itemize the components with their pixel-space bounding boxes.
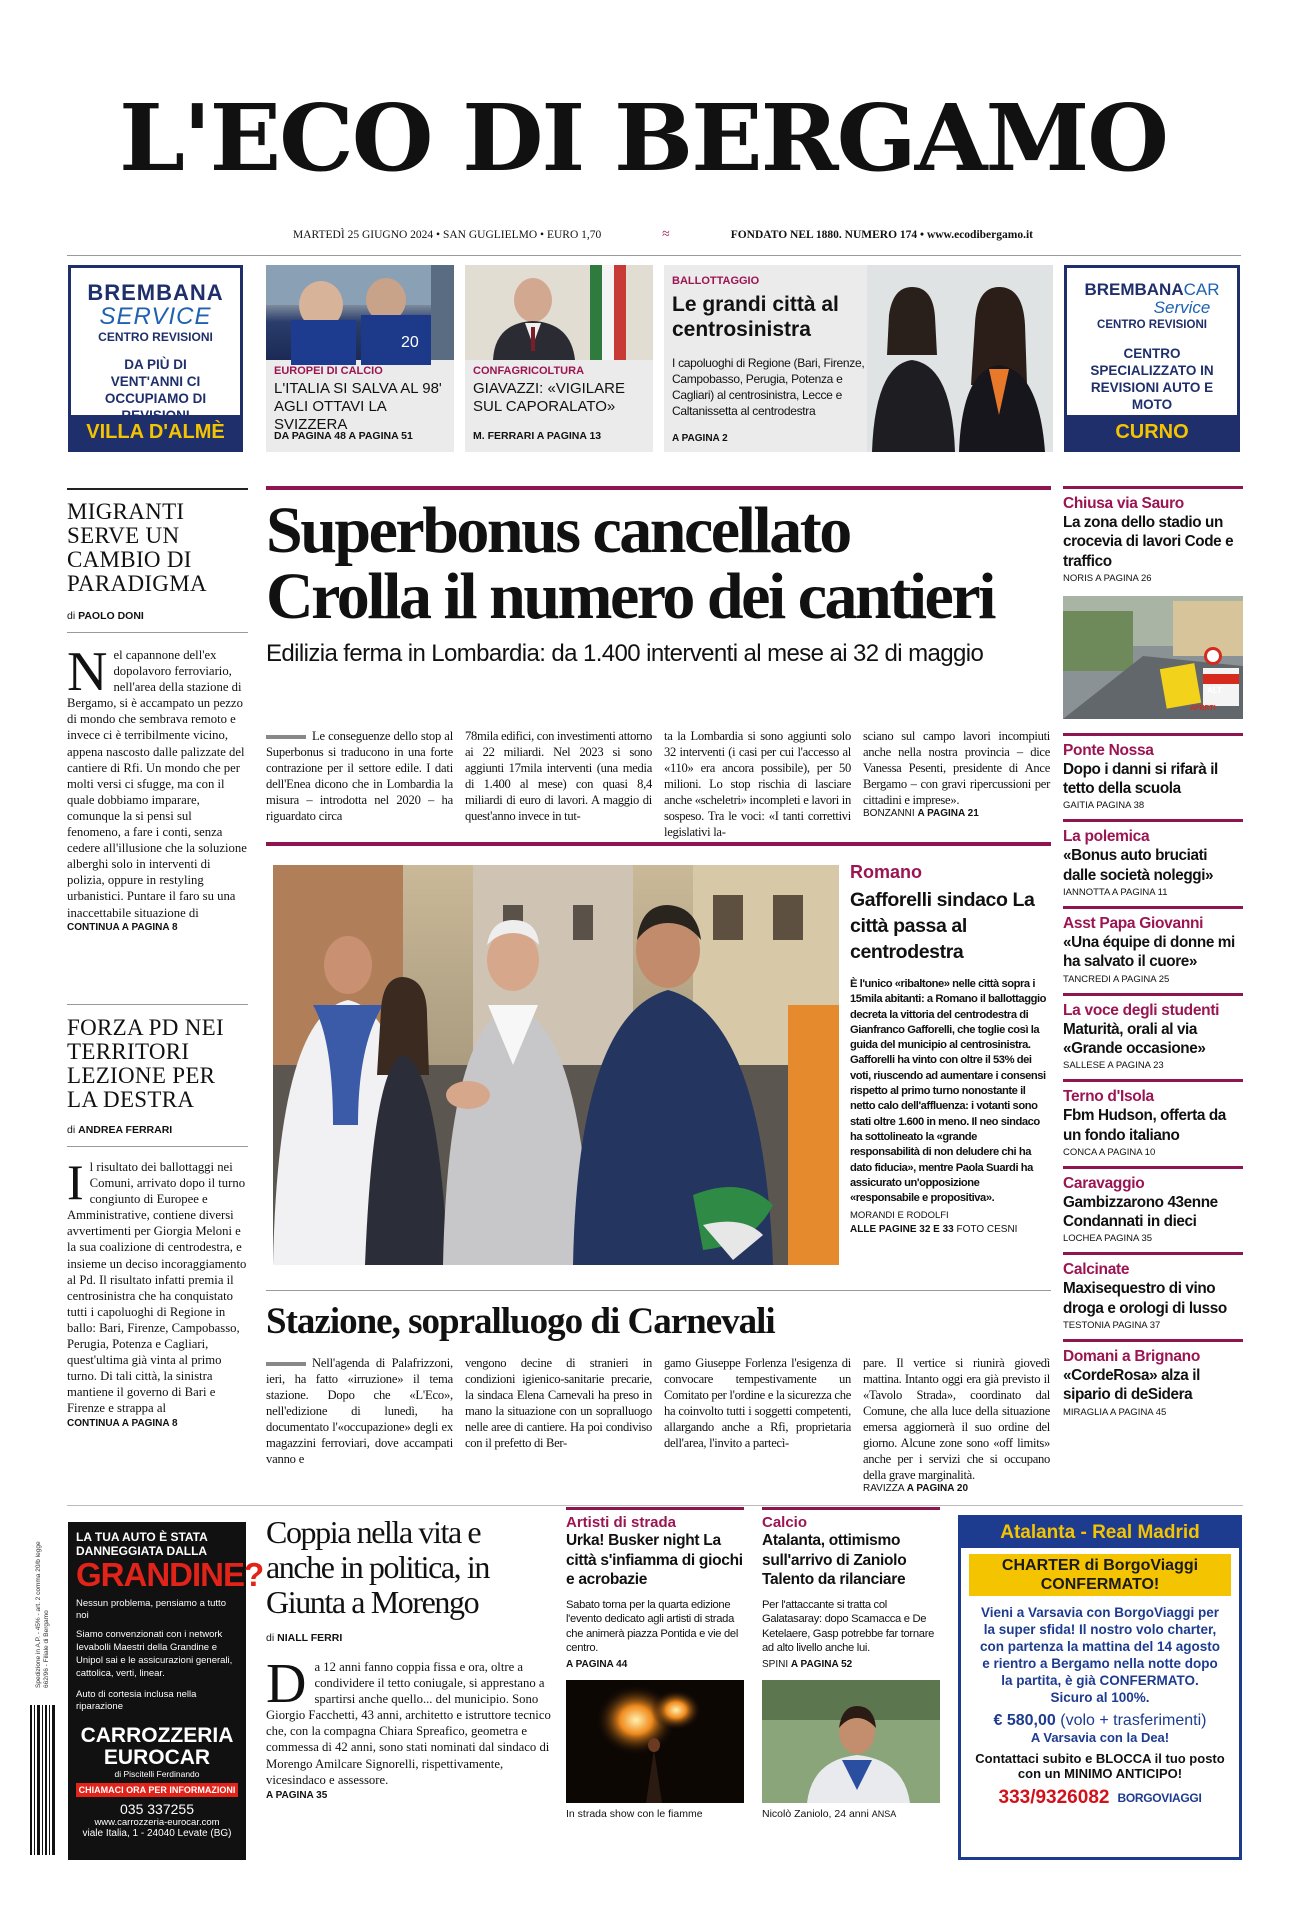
teaser-title: GIAVAZZI: «VIGILARE SUL CAPORALATO» <box>473 380 625 415</box>
romano-top-rule <box>266 842 1051 846</box>
romano-celebration-photo <box>273 865 839 1265</box>
artisti-title: Urka! Busker night La città s'infiamma di giochi e acrobazie <box>566 1532 743 1588</box>
author-name: NIALL FERRI <box>277 1632 343 1644</box>
brief-kicker: Caravaggio <box>1063 1174 1145 1192</box>
eco-ornament-icon: ≈ <box>662 227 670 242</box>
romano-title: Gafforelli sindaco La città passa al centrodestra <box>850 889 1035 963</box>
sidebar-brief[interactable] <box>1063 1348 1243 1418</box>
author-prefix: di <box>67 610 76 622</box>
editorial-body <box>67 641 248 921</box>
brief-ref: NORIS A PAGINA 26 <box>1063 572 1152 584</box>
dateline <box>293 229 1033 241</box>
author-prefix: di <box>67 1124 76 1136</box>
ad-bottom-line <box>961 1787 1239 1809</box>
brief-kicker: Asst Papa Giovanni <box>1063 915 1204 933</box>
brief-kicker: Ponte Nossa <box>1063 741 1154 759</box>
editorial-ref: CONTINUA A PAGINA 8 <box>67 921 178 933</box>
ad-address: viale Italia, 1 - 24040 Levate (BG) <box>82 1828 232 1839</box>
ref-page: A PAGINA 52 <box>790 1658 853 1670</box>
ref-page: A PAGINA 20 <box>906 1483 969 1494</box>
zaniolo-caption <box>762 1808 942 1820</box>
ad-charter-box <box>969 1554 1231 1596</box>
ad-charter2: CONFERMATO! <box>1040 1576 1160 1593</box>
stazione-col-last <box>863 1355 1050 1494</box>
ad-big: GRANDINE? <box>76 1556 264 1593</box>
ad-contact: Contattaci subito e BLOCCA il tuo posto con un MINIMO ANTICIPO! <box>975 1751 1225 1781</box>
ad-brand <box>1067 280 1237 300</box>
editorial-divider <box>67 1146 248 1147</box>
teaser-ref: DA PAGINA 48 A PAGINA 51 <box>274 430 413 442</box>
lead-body <box>266 728 1051 839</box>
teaser-title: L'ITALIA SI SALVA AL 98' AGLI OTTAVI LA SVIZZERA <box>274 380 442 433</box>
coppia-ref: A PAGINA 35 <box>266 1789 328 1801</box>
stazione-col <box>266 1355 453 1494</box>
ballottaggio-ref: A PAGINA 2 <box>672 433 728 444</box>
sidebar-brief[interactable] <box>1063 915 1243 985</box>
brief-separator <box>1063 819 1243 822</box>
ad-line1: LA TUA AUTO È STATA DANNEGGIATA DALLA <box>76 1530 208 1558</box>
brief-title: Dopo i danni si rifarà il tetto della scuola <box>1063 760 1218 798</box>
ad-place: CURNO <box>1067 415 1237 449</box>
teaser-europei[interactable] <box>266 265 454 452</box>
lead-title-1: Superbonus cancellato <box>266 494 850 567</box>
brief-separator <box>1063 993 1243 996</box>
ballottaggio-title: Le grandi città al centrosinistra <box>672 293 839 341</box>
romano-text: È l'unico «ribaltone» nelle città sopra i 15mila abitanti: a Romano il ballottaggio decreta la vittoria del centrodestra di Gianfranco Gafforelli, che toglie così la guida del municipio al centrosinistra. Gafforelli ha vinto con oltre il 53% dei voti, riuscendo ad aumentare i consensi rispetto al primo turno nonostante il netto calo dell'affluenza: i votanti sono stati oltre 1.600 in meno. Il neo sindaco ha sottolineato la «grande responsabilità di non deludere chi ha dato fiducia», mentre Paola Suardi ha assicurato un'opposizione «responsabile e propositiva». <box>850 978 1047 1205</box>
editorial-migranti[interactable] <box>67 500 248 933</box>
ad-name1: CARROZZERIA <box>80 1724 234 1747</box>
lead-col <box>266 728 453 828</box>
lead-subtitle: Edilizia ferma in Lombardia: da 1.400 interventi al mese ai 32 di maggio <box>266 640 984 667</box>
ad-brand-part2: CAR <box>1183 280 1220 299</box>
author-name: ANDREA FERRARI <box>78 1124 173 1136</box>
author-name: PAOLO DONI <box>78 610 144 622</box>
ad-web: www.carrozzeria-eurocar.com <box>94 1817 220 1828</box>
stazione-col: gamo Giuseppe Forlenza l'esigenza di convocare tempestivamente un Comitato per l'ordine e la sicurezza che ha coinvolto tutti i soggetti competenti, allargando anche a Rfi, proprietaria dell'area, l'invito a partecì- <box>664 1356 851 1450</box>
ad-brand-service: Service <box>1153 298 1211 317</box>
ad-price: € 580,00 <box>993 1712 1056 1729</box>
stazione-col-text: Nell'agenda di Palafrizzoni, ieri, ha fatto «irruzione» il tema stazione. Dopo che «L'Eco», nell'edizione di lunedì, ha documentato l'«occupazione» degli ex magazzini ferroviari, dove accampati vanno e <box>266 1356 453 1466</box>
ref-page: ALLE PAGINE 32 E 33 <box>850 1224 954 1236</box>
stazione-body <box>266 1355 1051 1494</box>
brief-ref: IANNOTTA A PAGINA 11 <box>1063 887 1168 899</box>
brief-separator <box>1063 1252 1243 1255</box>
coppia-author <box>266 1632 551 1644</box>
ad-price-line <box>961 1712 1239 1730</box>
italy-football-photo <box>266 265 454 360</box>
coppia-text: a 12 anni fanno coppia fissa e ora, oltre a condividere il tetto coniugale, si apprestano a spartirsi anche quello... del municipio. Sono Giorgio Facchetti, 43 anni, architetto e istruttore tecnico che, con la compagna Chiara Spreafico, geometra e commessa di 42 anni, sono stati nominati dal sindaco di Morengo Amilcare Signorelli, rispettivamente, vicesindaco e assessore. <box>266 1660 551 1787</box>
ad-phone: 035 337255 <box>120 1801 194 1817</box>
calcio-story[interactable] <box>762 1514 942 1670</box>
stazione-ref <box>863 1483 1050 1494</box>
sidebar-brief[interactable] <box>1063 742 1243 812</box>
brief-title: «CordeRosa» alza il sipario di deSidera <box>1063 1367 1200 1404</box>
dateline-left: MARTEDÌ 25 GIUGNO 2024 • SAN GUGLIELMO • EURO 1,70 <box>293 229 602 241</box>
svg-text:20: 20 <box>401 334 419 351</box>
brief-title: Fbm Hudson, offerta da un fondo italiano <box>1063 1107 1226 1144</box>
brief-title: Maturità, orali al via «Grande occasione» <box>1063 1020 1206 1057</box>
ad-carrozzeria-eurocar[interactable] <box>68 1522 264 1860</box>
stazione-title: Stazione, sopralluogo di Carnevali <box>266 1301 775 1342</box>
editorial-forza-pd[interactable] <box>67 1016 248 1429</box>
ballottaggio-kicker: BALLOTTAGGIO <box>672 275 760 287</box>
brief-kicker: Chiusa via Sauro <box>1063 495 1184 512</box>
ad-brand-service: SERVICE <box>99 303 212 330</box>
ref-author: BONZANNI <box>863 808 915 819</box>
bottom-band-rule <box>67 1505 1243 1506</box>
fire-caption: In strada show con le fiamme <box>566 1808 703 1820</box>
ad-p3: Auto di cortesia inclusa nella riparazione <box>76 1689 197 1712</box>
lead-headline[interactable] <box>266 494 1051 668</box>
calcio-text: Per l'attaccante si tratta col Galatasaray: dopo Scamacca e De Ketelaere, Gasp potrebbe far tornare ad alto livello anche lui. <box>762 1598 935 1654</box>
sidebar-briefs <box>1063 486 1243 1418</box>
sidebar-brief[interactable] <box>1063 1175 1243 1245</box>
lead-col: sciano sul campo lavori incompiuti anche nella nostra provincia – dice Vanessa Pesenti, presidente di Ance Bergamo – con gravi ripercussioni per cittadini e imprese». <box>863 729 1050 807</box>
brief-separator <box>1063 1079 1243 1082</box>
zaniolo-photo <box>762 1680 940 1803</box>
brief-ref: SALLESE A PAGINA 23 <box>1063 1060 1164 1072</box>
sidebar-brief[interactable] <box>1063 1088 1243 1158</box>
brief-ref: GAITIA PAGINA 38 <box>1063 800 1145 812</box>
editorial-body <box>67 1154 248 1417</box>
brief-kicker: Terno d'Isola <box>1063 1088 1154 1106</box>
lead-col-last <box>863 728 1050 828</box>
ad-p2: Siamo convenzionati con i network Ievabolli Maestri della Grandine e Unipol sai e le assicurazioni generali, cattolica, verti, linear. <box>76 1629 233 1679</box>
ad-slogan: A Varsavia con la Dea! <box>1030 1730 1170 1745</box>
ad-brand: BORGOVIAGGI <box>1117 1791 1202 1805</box>
ad-place: VILLA D'ALMÈ <box>71 415 240 449</box>
ad-header: Atalanta - Real Madrid <box>961 1518 1239 1548</box>
romano-story[interactable] <box>850 862 1046 1235</box>
ad-phone: 333/9326082 <box>998 1787 1110 1808</box>
ad-owner: di Piscitelli Ferdinando <box>114 1769 200 1779</box>
dateline-right: FONDATO NEL 1880. NUMERO 174 • www.ecodibergamo.it <box>730 229 1033 241</box>
giavazzi-photo <box>465 265 653 360</box>
editorial-text: el capannone dell'ex dopolavoro ferroviario, nell'area della stazione di Bergamo, si è accampato un pezzo di mondo che sembrava remoto e invece ci è terribilmente vicino, appena nascosto dalle palizzate del cantiere di Rfi. Un mondo che per molti versi ci sfugge, ma con il quale dobbiamo imparare, comunque la si pensi sul fenomeno, a fare i conti, senza cedere all'illusione che la soluzione alberghi solo in interventi di polizia, oppure in restyling urbanistici. Puntare il faro su una inaccettabile situazione di <box>67 648 247 920</box>
brief-kicker: La voce degli studenti <box>1063 1001 1220 1019</box>
artisti-kicker: Artisti di strada <box>566 1514 677 1531</box>
teaser-kicker: CONFAGRICOLTURA <box>473 365 585 377</box>
editorial-title: MIGRANTI SERVE UN CAMBIO DI PARADIGMA <box>67 499 207 596</box>
brief-ref: CONCA A PAGINA 10 <box>1063 1146 1156 1158</box>
ad-p1: Nessun problema, pensiamo a tutto noi <box>76 1598 226 1621</box>
ad-sub: CENTRO REVISIONI <box>1097 319 1207 331</box>
dropcap: N <box>67 641 108 703</box>
ad-brand: BREMBANA <box>87 280 224 305</box>
ad-text: Vieni a Varsavia con BorgoViaggi per la super sfida! Il nostro volo charter, con partenza la mattina del 14 agosto e rientro a Bergamo nella notte dopo la partita, è già CONFERMATO. Sicuro al 100%. <box>979 1605 1221 1705</box>
coppia-story[interactable] <box>266 1515 551 1801</box>
editorial-ref: CONTINUA A PAGINA 8 <box>67 1417 178 1429</box>
coppia-title: Coppia nella vita e anche in politica, in Giunta a Morengo <box>266 1514 489 1620</box>
coppia-body <box>266 1653 551 1788</box>
two-women-photo <box>867 265 1053 452</box>
artisti-text: Sabato torna per la quarta edizione l'evento dedicato agli artisti di strada che animerà piazza Pontida e vie del centro. <box>566 1598 739 1654</box>
editorial-author <box>67 1124 248 1136</box>
ad-brembana-car-service[interactable] <box>1064 265 1240 452</box>
sidebar-brief[interactable] <box>1063 1002 1243 1072</box>
photo-credit: FOTO CESNI <box>956 1224 1018 1236</box>
lead-col-text: Le conseguenze dello stop al Superbonus si traducono in una forte contrazione per il settore edile. I dati dell'Enea dicono che in Lombardia la misura – introdotta nel 2020 – ha riguardato circa <box>266 729 453 823</box>
artisti-top-rule <box>566 1507 744 1510</box>
caption-text: Nicolò Zaniolo, 24 anni <box>762 1808 869 1820</box>
calcio-kicker: Calcio <box>762 1514 808 1531</box>
dropcap: D <box>266 1653 307 1715</box>
masthead-rule <box>67 255 1241 256</box>
calcio-title: Atalanta, ottimismo sull'arrivo di Zaniolo Talento da rilanciare <box>762 1532 907 1588</box>
newspaper-logo: L'ECO DI BERGAMO <box>118 84 1168 192</box>
stazione-col-bar <box>266 1362 306 1366</box>
sidebar-brief[interactable] <box>1063 495 1243 719</box>
postal-text: Spedizione in A.P. - 45% - art. 2 comma 20/b legge 662/96 - Filiale di Bergamo <box>35 1541 50 1688</box>
ref-author: RAVIZZA <box>863 1483 904 1494</box>
artisti-story[interactable] <box>566 1514 746 1670</box>
fire-show-photo <box>566 1680 744 1803</box>
stazione-col: pare. Il vertice si riunirà giovedì mattina. Intanto oggi era già previsto il «Tavolo Strada», coordinato dal Comune, che alla luce della situazione emersa aggiornerà il suo ordine del giorno. Alcune zone sono «off limits» anche per i servizi che si occupano della grave marginalità. <box>863 1356 1050 1482</box>
teaser-ref: M. FERRARI A PAGINA 13 <box>473 430 602 442</box>
sidebar-brief[interactable] <box>1063 828 1243 898</box>
sign-alt: ALT <box>1207 685 1222 695</box>
editorial-author <box>67 610 248 622</box>
calcio-top-rule <box>762 1507 940 1510</box>
editorial-title: FORZA PD NEI TERRITORI LEZIONE PER LA DESTRA <box>67 1015 224 1112</box>
brief-kicker: Calcinate <box>1063 1261 1130 1279</box>
ad-cta: CHIAMACI ORA PER INFORMAZIONI <box>76 1783 238 1797</box>
barcode-strip <box>28 1525 58 1860</box>
ref-page: A PAGINA 21 <box>917 808 979 819</box>
ad-atalanta-real-madrid[interactable] <box>958 1515 1242 1860</box>
left-col-rule-2 <box>67 1004 248 1005</box>
romano-kicker: Romano <box>850 862 922 882</box>
ref-author: SPINI <box>762 1658 789 1670</box>
roadworks-photo <box>1063 596 1243 719</box>
sidebar-brief[interactable] <box>1063 1261 1243 1331</box>
teaser-ballottaggio[interactable] <box>664 265 1053 452</box>
editorial-text: l risultato dei ballottaggi nei Comuni, arrivato dopo il turno congiunto di Europee e Amministrative, contiene diversi avvertimenti per Giorgia Meloni e la sua coalizione di centrodestra, e insieme un deciso incoraggiamento al Pd. Il risultato infatti premia il centrosinistra che ha conquistato tutti i capoluoghi di Regione in ballo: Bari, Firenze, Campobasso, Perugia, Potenza e Cagliari, quest'ultima già vinta al primo turno. Di tali città, la sinistra mantiene il governo di Bari e Firenze e strappa al <box>67 1160 247 1416</box>
lead-col-bar <box>266 735 306 739</box>
ad-price-note: (volo + trasferimenti) <box>1060 1712 1207 1729</box>
brief-title: La zona dello stadio un crocevia di lavori Code e traffico <box>1063 514 1234 570</box>
brief-separator <box>1063 906 1243 909</box>
stazione-top-rule <box>266 1290 1051 1291</box>
teaser-kicker: EUROPEI DI CALCIO <box>274 365 383 377</box>
ad-text: CENTRO SPECIALIZZATO IN REVISIONI AUTO E MOTO <box>1090 346 1214 412</box>
ad-charter1: CHARTER di BorgoViaggi <box>1001 1557 1199 1574</box>
lead-title-2: Crolla il numero dei cantieri <box>266 560 994 633</box>
brief-separator <box>1063 1339 1243 1342</box>
ad-text: DA PIÙ DI VENT'ANNI CI OCCUPIAMO DI <box>104 357 207 406</box>
lead-top-rule <box>266 486 1051 490</box>
romano-authors: MORANDI E RODOLFI <box>850 1210 949 1222</box>
sidebar-top-rule <box>1063 486 1243 489</box>
brief-ref: TANCREDI A PAGINA 25 <box>1063 973 1170 985</box>
brief-title: Gambizzarono 43enne Condannati in dieci <box>1063 1193 1218 1231</box>
lead-col: ta la Lombardia si sono aggiunti solo 32 interventi (i casi per cui l'accesso al «110» era ancora possibile), per 50 milioni. Lo stop rischia di lasciare anche «scheletri» incompleti e lavori in sospeso. Tra le voci: «I tanti correttivi legislativi la- <box>664 729 851 839</box>
ad-brand-part1: BREMBANA <box>1084 280 1184 299</box>
left-col-rule <box>67 488 248 490</box>
stazione-col: vengono decine di stranieri in condizioni igienico-sanitarie precarie, la sindaca Elena Carnevali ha preso in mano la situazione con un sopralluogo nelle aree di cantiere. Ha poi condiviso con il prefetto di Ber- <box>465 1356 652 1450</box>
teaser-confagricoltura[interactable] <box>465 265 653 452</box>
brief-ref: LOCHEA PAGINA 35 <box>1063 1233 1153 1245</box>
masthead <box>0 84 1316 192</box>
romano-ref <box>850 1224 1046 1235</box>
brief-kicker: Domani a Brignano <box>1063 1348 1200 1366</box>
lead-col: 78mila edifici, con investimenti attorno ai 22 miliardi. Nel 2023 si sono aggiunti 17mila interventi (una media di 1.400 al mese) con quasi 8,4 miliardi di euro di lavori. A maggio di quest'anno invece in tut- <box>465 729 653 823</box>
brief-title: Maxisequestro di vino droga e orologi di lusso <box>1063 1280 1227 1317</box>
ad-name2: EUROCAR <box>103 1746 211 1769</box>
brief-separator <box>1063 1166 1243 1169</box>
artisti-ref: A PAGINA 44 <box>566 1658 628 1670</box>
author-prefix: di <box>266 1632 275 1644</box>
stazione-story[interactable] <box>266 1300 1051 1494</box>
ad-brembana-service[interactable] <box>68 265 243 452</box>
sign-aperti: APERTI <box>1189 704 1216 712</box>
brief-ref: TESTONIA PAGINA 37 <box>1063 1320 1161 1332</box>
brief-ref: MIRAGLIA A PAGINA 45 <box>1063 1406 1167 1418</box>
calcio-ref <box>762 1659 942 1670</box>
dropcap: I <box>67 1154 84 1210</box>
ballottaggio-text: I capoluoghi di Regione (Bari, Firenze, Campobasso, Perugia, Potenza e Cagliari) al centrosinistra, Lecce e Caltanissetta al centrodestra <box>672 356 865 418</box>
caption-credit: ANSA <box>871 1809 897 1819</box>
brief-kicker: La polemica <box>1063 828 1150 846</box>
editorial-divider <box>67 632 248 633</box>
lead-ref <box>863 808 1050 819</box>
brief-title: «Una équipe di donne mi ha salvato il cuore» <box>1063 934 1235 971</box>
ad-sub: CENTRO REVISIONI <box>98 330 213 344</box>
brief-title: «Bonus auto bruciati dalle società noleggi» <box>1063 847 1214 884</box>
